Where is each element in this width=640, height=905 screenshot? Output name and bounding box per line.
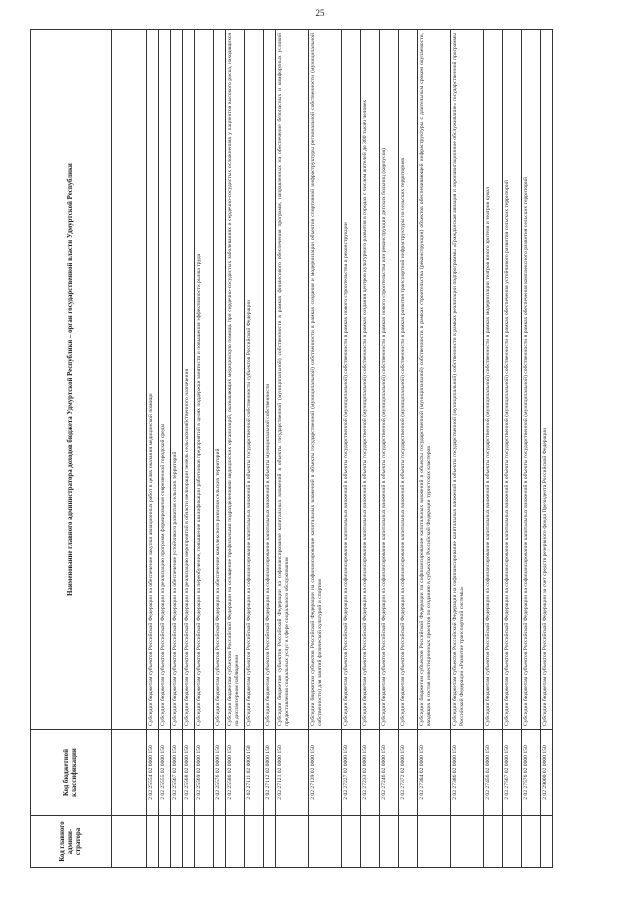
budget-code-cell: 2 02 29000 02 0000 150 <box>541 730 553 816</box>
table-group-row <box>112 30 147 868</box>
description-cell: Субсидии бюджетам субъектов Российской Федерации на обеспечение устойчивого развития сельских территорий <box>171 30 183 730</box>
budget-code-cell: 2 02 27111 02 0000 150 <box>245 730 264 816</box>
description-cell: Субсидии бюджетам субъектов Российской Федерации на софинансирование капитальных вложений в объекты государственной (муниципальной) собственности в рамках строительства (реконструкции) объектов обеспечивающей инфраструктуры с длительным сроком окупаемости, входящих в состав инвестиционных проектов по созданию в субъектах Российской Федерации туристских кластеров <box>418 30 451 730</box>
table-row <box>226 30 245 868</box>
description-cell: Субсидии бюджетам субъектов Российской Федерации на обеспечение комплексного развития сельских территорий <box>214 30 226 730</box>
budget-code-cell: 2 02 27384 02 0000 150 <box>418 730 451 816</box>
admin-code-cell <box>484 816 503 868</box>
description-cell: Субсидии бюджетам субъектов Российской Федерации на реализацию программ формирования современной городской среды <box>159 30 171 730</box>
description-cell: Субсидии бюджетам субъектов Российской Федерации на софинансирование капитальных вложений в объекты государственной (муниципальной) собственности в рамках нового строительства или реконструкции детских больниц (корпусов) <box>380 30 399 730</box>
budget-code-cell: 2 02 25576 02 0000 150 <box>214 730 226 816</box>
budget-code-cell: 2 02 25555 02 0000 150 <box>159 730 171 816</box>
admin-code-cell <box>418 816 451 868</box>
admin-code-cell <box>309 816 342 868</box>
budget-code-cell: 2 02 27372 02 0000 150 <box>399 730 418 816</box>
admin-code-cell <box>195 816 214 868</box>
admin-code-cell <box>361 816 380 868</box>
table-row <box>276 30 309 868</box>
description-cell: Субсидии бюджетам субъектов Российской Федерации на софинансирование капитальных вложений в объекты государственной собственности субъектов Российской Федерации <box>245 30 264 730</box>
description-cell: Субсидии бюджетам субъектов Российской Федерации за счет средств резервного фонда Президента Российской Федерации <box>541 30 553 730</box>
description-cell: Субсидии бюджетам субъектов Российской Федерации на реализацию мероприятий в области мелиорации земель сельскохозяйственного назначения <box>183 30 195 730</box>
table-row <box>309 30 342 868</box>
budget-code-cell: 2 02 25569 02 0000 150 <box>195 730 214 816</box>
table-row <box>183 30 195 868</box>
table-row <box>264 30 276 868</box>
budget-code-cell: 2 02 27386 02 0000 150 <box>451 730 484 816</box>
table-row <box>171 30 183 868</box>
description-cell: Субсидии бюджетам субъектов Российской Федерации на софинансирование капитальных вложений в объекты государственной (муниципальной) собственности в рамках создания и модернизации объектов спортивной инфраструктуры региональной собственности (муниципальной собственности) для занятий физической культурой и спортом <box>309 30 342 730</box>
description-cell: Субсидии бюджетам субъектов Российской Федерации на софинансирование капитальных вложений в объекты государственной (муниципальной) собственности в рамках обеспечения устойчивого развития сельских территорий <box>503 30 522 730</box>
description-cell: Субсидии бюджетам субъектов Российской Федерации на софинансирование капитальных вложений в объекты муниципальной собственности <box>264 30 276 730</box>
revenue-administrators-table <box>30 29 553 868</box>
description-cell: Субсидии бюджетам субъектов Российской Федерации на софинансирование капитальных вложений в объекты государственной (муниципальной) собственности в рамках создания центров культурного развития в городах с числом жителей до 300 тысяч человек <box>361 30 380 730</box>
admin-code-cell <box>522 816 541 868</box>
page-number: 25 <box>315 8 325 18</box>
description-cell: Субсидии бюджетам субъектов Российской Федерации на оснащение профильными подразделениями медицинских организаций, оказывающих медицинскую помощь при сердечно-сосудистых заболеваниях и сердечно-сосудистых осложнениях у пациентов высокого риска, находящихся на диспансерном наблюдении <box>226 30 245 730</box>
table-row <box>399 30 418 868</box>
description-cell: Субсидии бюджетам субъектов Российской Федерации на софинансирование капитальных вложений в объекты государственной (муниципальной) собственности в рамках финансового обеспечения программ, направленных на обеспечение безопасных и комфортных условий предоставления социальных услуг в сфере социального обслуживания <box>276 30 309 730</box>
description-cell: Субсидии бюджетам субъектов Российской Федерации на софинансирование капитальных вложений в объекты государственной (муниципальной) собственности в рамках нового строительства и реконструкции <box>342 30 361 730</box>
budget-code-cell: 2 02 27456 02 0000 150 <box>484 730 503 816</box>
rotated-table-wrapper <box>30 30 580 868</box>
admin-code-cell <box>264 816 276 868</box>
budget-code-cell: 2 02 25567 02 0000 150 <box>171 730 183 816</box>
header-budget-code: Код бюджетной классификации <box>31 730 112 816</box>
admin-code-cell <box>226 816 245 868</box>
admin-code-cell <box>276 816 309 868</box>
table-row <box>245 30 264 868</box>
header-admin-code: Код главного админи-стратора <box>31 816 112 868</box>
admin-code-cell <box>159 816 171 868</box>
budget-code-cell: 2 02 27246 02 0000 150 <box>380 730 399 816</box>
table-header-row <box>31 30 112 868</box>
table-row <box>159 30 171 868</box>
group-title <box>112 30 147 730</box>
budget-code-cell: 2 02 27139 02 0000 150 <box>309 730 342 816</box>
description-cell: Субсидии бюджетам субъектов Российской Федерации на переобучение, повышение квалификации работников предприятий в целях поддержки занятости и повышения эффективности рынка труда <box>195 30 214 730</box>
table-row <box>361 30 380 868</box>
table-row <box>195 30 214 868</box>
group-budget-code <box>112 730 147 816</box>
table-row <box>418 30 451 868</box>
table-body <box>112 30 553 868</box>
table-row <box>484 30 503 868</box>
admin-code-cell <box>541 816 553 868</box>
description-cell: Субсидии бюджетам субъектов Российской Федерации на софинансирование капитальных вложений в объекты государственной (муниципальной) собственности в рамках развития транспортной инфраструктуры на сельских территориях <box>399 30 418 730</box>
admin-code-cell <box>214 816 226 868</box>
description-cell: Субсидии бюджетам субъектов Российской Федерации на софинансирование капитальных вложений в объекты государственной (муниципальной) собственности в рамках модернизации театров юного зрителя и театров кукол <box>484 30 503 730</box>
table-row <box>541 30 553 868</box>
table-row <box>522 30 541 868</box>
description-cell: Субсидии бюджетам субъектов Российской Федерации на обеспечение закупки авиационных работ в целях оказания медицинской помощи <box>147 30 159 730</box>
budget-code-cell: 2 02 27112 02 0000 150 <box>264 730 276 816</box>
budget-code-cell: 2 02 27233 02 0000 150 <box>361 730 380 816</box>
table-row <box>147 30 159 868</box>
header-administrator-name: Наименование главного администратора доходов бюджета Удмуртской Республики – орган государственной власти Удмуртской Республики <box>31 30 112 730</box>
table-row <box>342 30 361 868</box>
budget-code-cell: 2 02 25586 02 0000 150 <box>226 730 245 816</box>
admin-code-cell <box>171 816 183 868</box>
description-cell: Субсидии бюджетам субъектов Российской Федерации на софинансирование капитальных вложений в объекты государственной (муниципальной) собственности в рамках обеспечения комплексного развития сельских территорий <box>522 30 541 730</box>
table-row <box>503 30 522 868</box>
budget-code-cell: 2 02 27567 02 0000 150 <box>503 730 522 816</box>
admin-code-cell <box>342 816 361 868</box>
admin-code-cell <box>147 816 159 868</box>
budget-code-cell: 2 02 27576 02 0000 150 <box>522 730 541 816</box>
admin-code-cell <box>245 816 264 868</box>
table-row <box>451 30 484 868</box>
admin-code-cell <box>451 816 484 868</box>
group-admin-code <box>112 816 147 868</box>
admin-code-cell <box>380 816 399 868</box>
budget-code-cell: 2 02 27227 02 0000 150 <box>342 730 361 816</box>
budget-code-cell: 2 02 25568 02 0000 150 <box>183 730 195 816</box>
table-row <box>380 30 399 868</box>
budget-code-cell: 2 02 25554 02 0000 150 <box>147 730 159 816</box>
table-row <box>214 30 226 868</box>
admin-code-cell <box>503 816 522 868</box>
admin-code-cell <box>183 816 195 868</box>
budget-code-cell: 2 02 27121 02 0000 150 <box>276 730 309 816</box>
admin-code-cell <box>399 816 418 868</box>
description-cell: Субсидии бюджетам субъектов Российской Федерации на софинансирование капитальных вложений в объекты государственной (муниципальной) собственности в рамках реализации подпрограммы «Гражданская авиация и аэронавигационное обслуживание» государственной программы Российской Федерации «Развитие транспортной системы» <box>451 30 484 730</box>
